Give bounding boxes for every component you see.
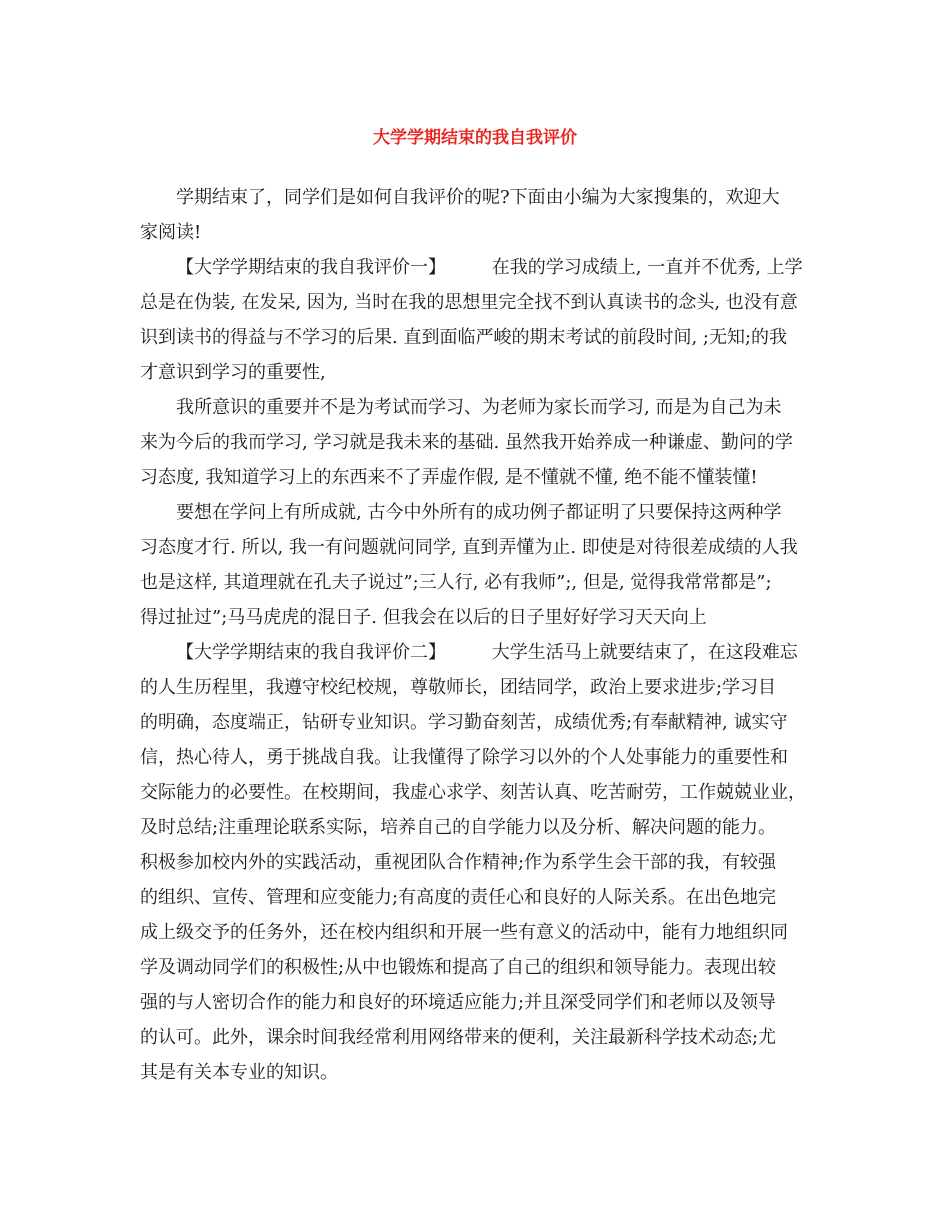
text-line: 的明确，态度端正，钻研专业知识。学习勤奋刻苦，成绩优秀;有奉献精神, 诚实守: [140, 712, 788, 733]
text-line: 成上级交予的任务外，还在校内组织和开展一些有意义的活动中，能有力地组织同: [140, 922, 788, 943]
text-line: 【大学学期结束的我自我评价二】 大学生活马上就要结束了，在这段难忘: [176, 642, 798, 663]
text-line: 才意识到学习的重要性,: [140, 362, 326, 383]
text-line: 【大学学期结束的我自我评价一】 在我的学习成绩上, 一直并不优秀, 上学: [176, 257, 803, 278]
text-line: 要想在学问上有所成就, 古今中外所有的成功例子都证明了只要保持这两种学: [176, 502, 782, 523]
text-line: 强的与人密切合作的能力和良好的环境适应能力;并且深受同学们和老师以及领导: [140, 992, 777, 1013]
text-line: 识到读书的得益与不学习的后果. 直到面临严峻的期末考试的前段时间, ;无知;的我: [140, 327, 788, 348]
text-line: 积极参加校内外的实践活动，重视团队合作精神;作为系学生会干部的我，有较强: [140, 852, 777, 873]
text-line: 的人生历程里，我遵守校纪校规，尊敬师长，团结同学，政治上要求进步;学习目: [140, 677, 777, 698]
text-line: 我所意识的重要并不是为考试而学习、为老师为家长而学习, 而是为自己为未: [176, 397, 782, 418]
text-line: 得过扯过”;马马虎虎的混日子. 但我会在以后的日子里好好学习天天向上: [140, 607, 707, 628]
text-line: 总是在伪装, 在发呆, 因为, 当时在我的思想里完全找不到认真读书的念头, 也没有意: [140, 292, 798, 313]
text-line: 的组织、宣传、管理和应变能力;有高度的责任心和良好的人际关系。在出色地完: [140, 887, 777, 908]
text-line: 其是有关本专业的知识。: [140, 1062, 338, 1083]
text-line: 习态度, 我知道学习上的东西来不了弄虚作假, 是不懂就不懂, 绝不能不懂装懂!: [140, 467, 758, 488]
text-line: 信，热心待人，勇于挑战自我。让我懂得了除学习以外的个人处事能力的重要性和: [140, 747, 788, 768]
text-line: 家阅读!: [140, 222, 202, 243]
text-line: 学期结束了，同学们是如何自我评价的呢?下面由小编为大家搜集的，欢迎大: [176, 187, 780, 208]
text-line: 交际能力的必要性。在校期间，我虚心求学、刻苦认真、吃苦耐劳，工作兢兢业业，: [140, 782, 806, 803]
text-line: 也是这样, 其道理就在孔夫子说过”;三人行, 必有我师”;, 但是, 觉得我常常都是”;: [140, 572, 772, 593]
text-line: 习态度才行. 所以, 我一有问题就问同学, 直到弄懂为止. 即使是对待很差成绩的人我: [140, 537, 798, 558]
text-line: 的认可。此外，课余时间我经常利用网络带来的便利，关注最新科学技术动态;尤: [140, 1027, 777, 1048]
text-line: 学及调动同学们的积极性;从中也锻炼和提高了自己的组织和领导能力。表现出较: [140, 957, 777, 978]
text-line: 及时总结;注重理论联系实际，培养自己的自学能力以及分析、解决问题的能力。: [140, 817, 777, 838]
text-line: 来为今后的我而学习, 学习就是我未来的基础. 虽然我开始养成一种谦虚、勤问的学: [140, 432, 793, 453]
document-title: 大学学期结束的我自我评价: [373, 128, 577, 148]
